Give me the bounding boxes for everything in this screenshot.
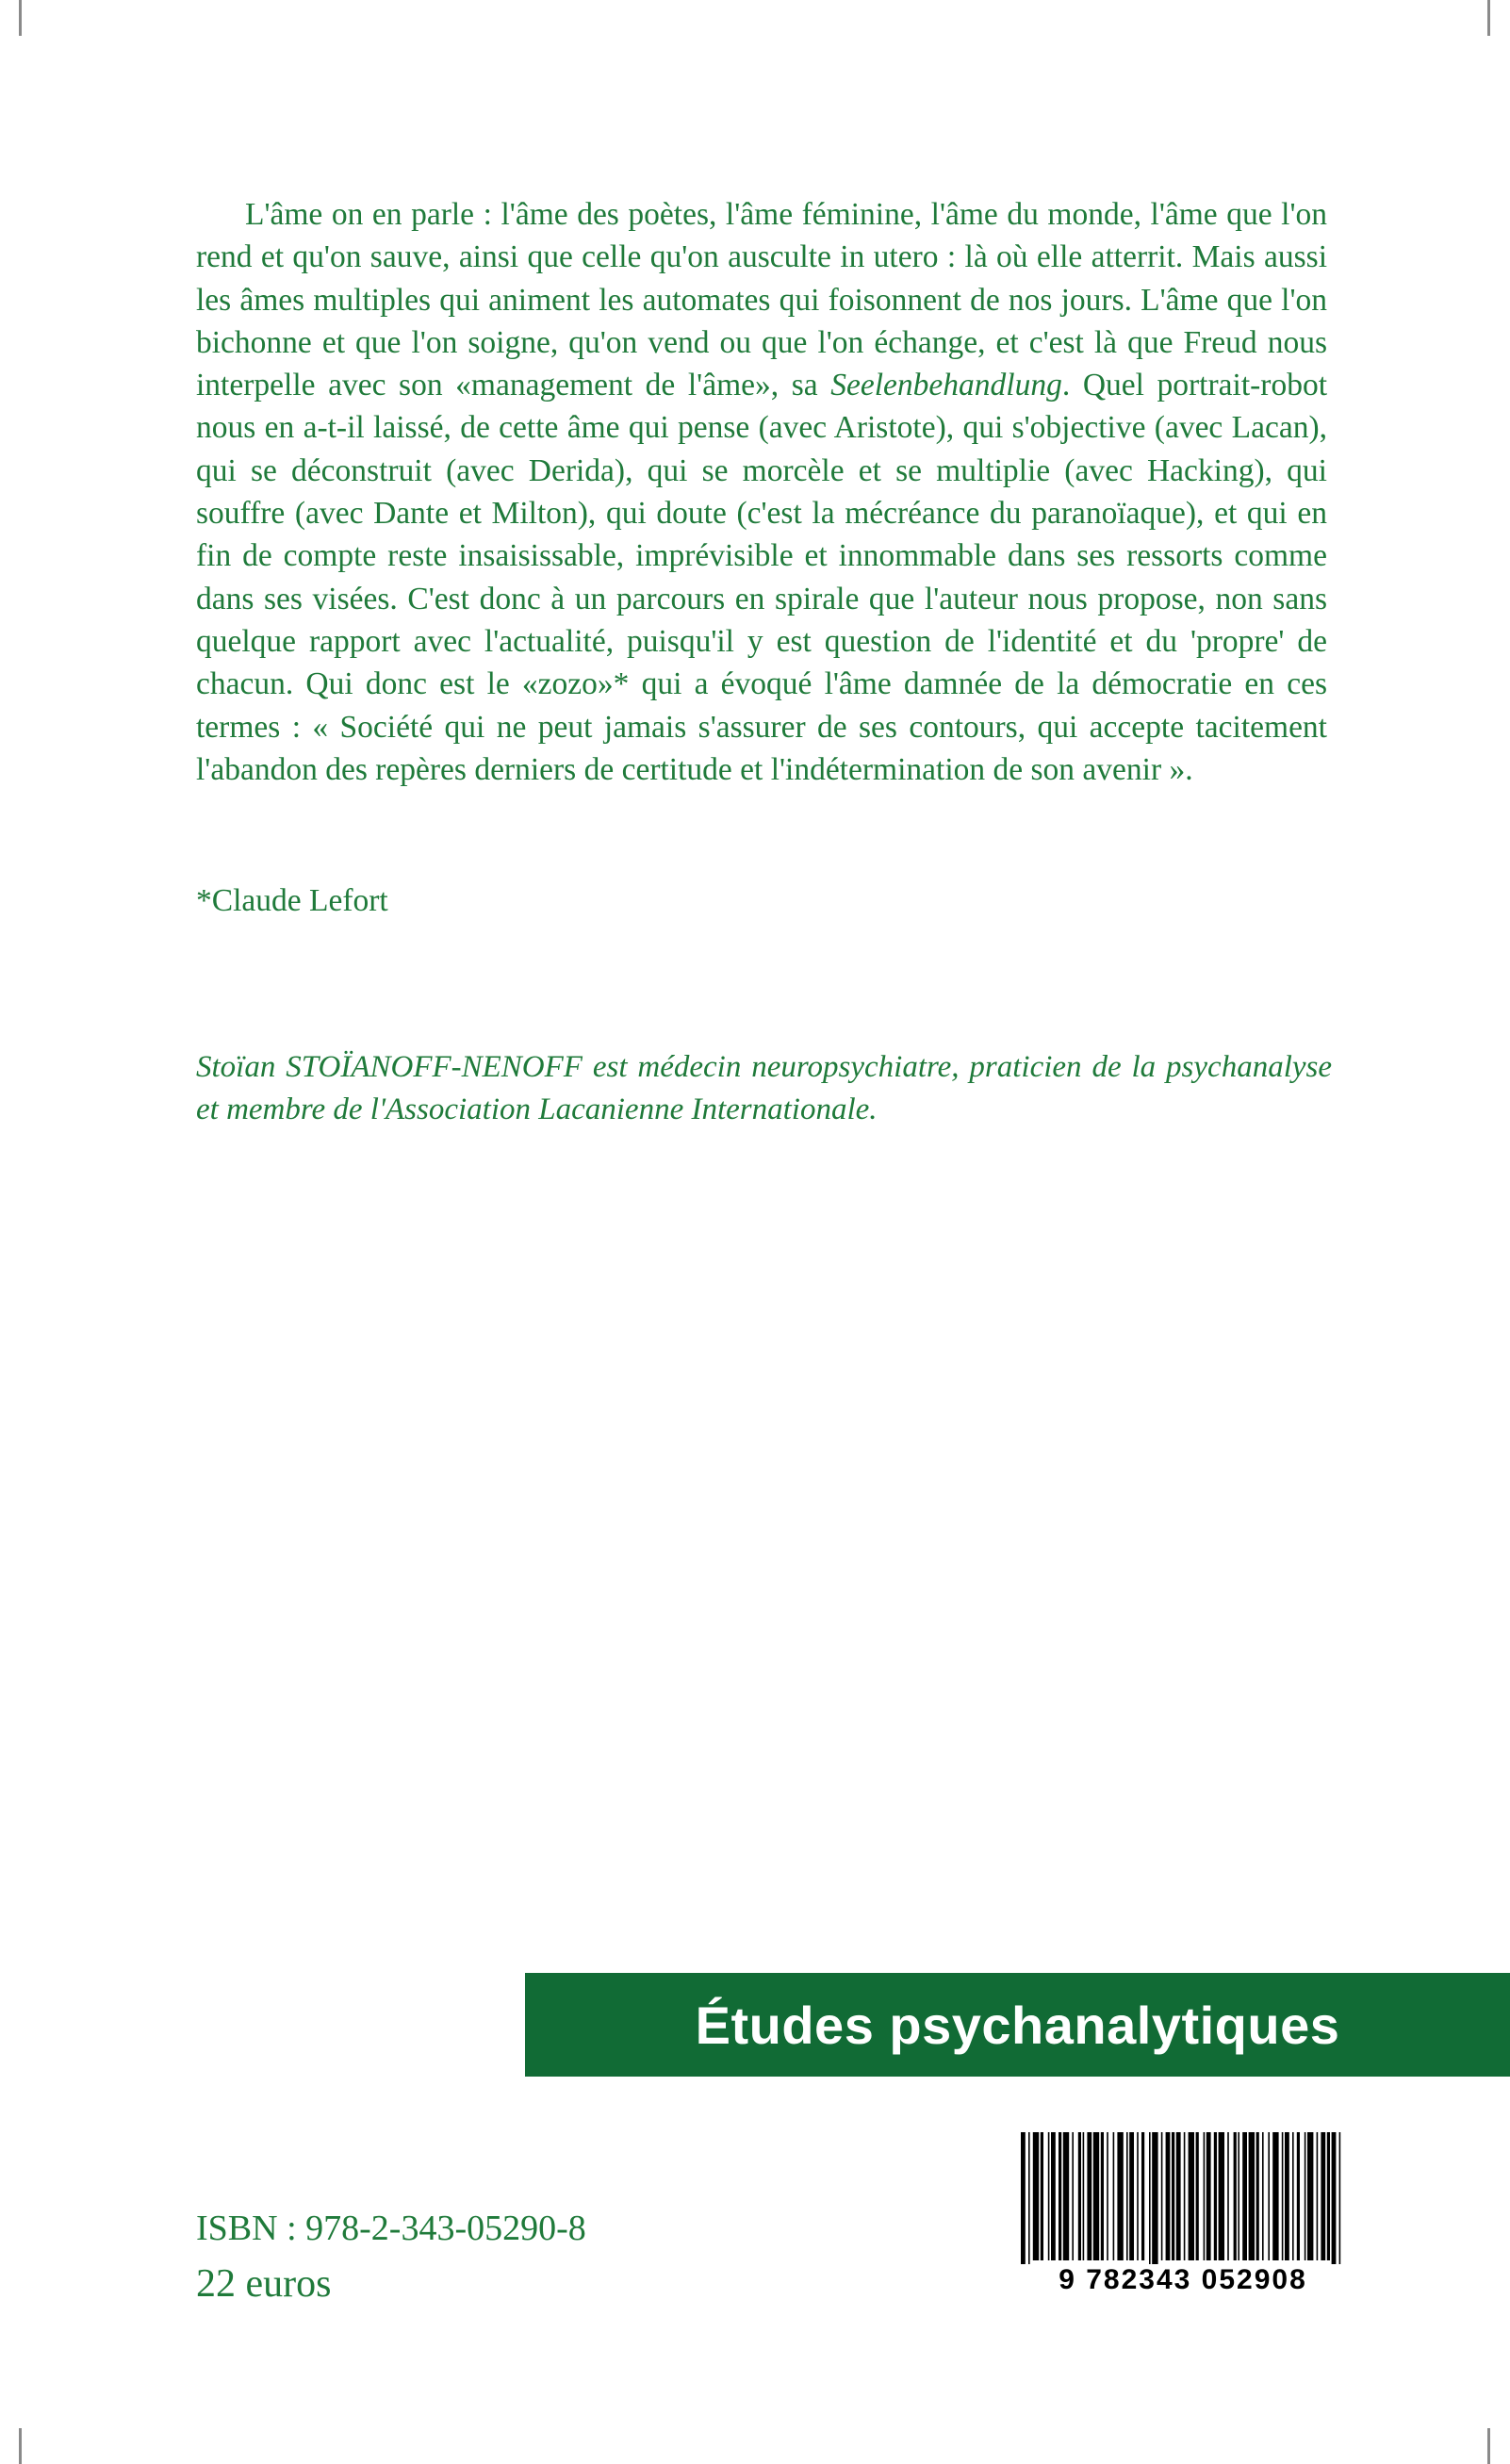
- barcode-digits: 9 782343 052908: [1013, 2264, 1353, 2296]
- crop-mark-bottom-right: [1487, 2428, 1490, 2464]
- barcode-bar: [1149, 2132, 1151, 2274]
- author-bio: Stoïan STOÏANOFF-NENOFF est médecin neuropsychiatre, praticien de la psychanalyse et membre de l'Association Lacanienne Internationale.: [196, 1050, 1332, 1126]
- barcode-bar: [1137, 2132, 1139, 2260]
- barcode-bar: [1072, 2132, 1074, 2260]
- barcode-bar: [1234, 2132, 1237, 2260]
- barcode: [1013, 2123, 1353, 2308]
- barcode-bar: [1282, 2132, 1284, 2260]
- blurb-text-part2: . Quel portrait-robot nous en a-t-il laissé, de cette âme qui pense (avec Aristote), qui s'objective (avec Lacan), qui se déconstruit (avec Derida), qui se morcèle et se multiplie (avec Hacking), qui souffre (avec Dante et Milton), qui doute (c'est la mécréance du paranoïaque), et qui en fin de compte reste insaisissable, imprévisible et innommable dans ses ressorts comme dans ses visées. C'est donc à un parcours en spirale que l'auteur nous propose, non sans quelque rapport avec l'actualité, puisqu'il y est question de l'identité et du 'propre' de chacun. Qui donc est le «zozo»* qui a évoqué l'âme damnée de la démocratie en ces termes : « Société qui ne peut jamais s'assurer de ses contours, qui accepte tacitement l'abandon des repères derniers de certitude et l'indétermination de son avenir ».: [196, 368, 1328, 787]
- barcode-bar: [1206, 2132, 1211, 2260]
- barcode-bar: [1184, 2132, 1186, 2260]
- barcode-bar: [1305, 2132, 1306, 2260]
- barcode-bar: [1161, 2132, 1163, 2260]
- barcode-bar: [1214, 2132, 1217, 2260]
- barcode-bar: [1041, 2132, 1043, 2260]
- barcode-bar: [1021, 2132, 1026, 2274]
- crop-mark-bottom-left: [19, 2428, 22, 2464]
- barcode-bar: [1129, 2132, 1134, 2260]
- isbn-label: ISBN : 978-2-343-05290-8: [196, 2209, 586, 2248]
- barcode-bar: [1107, 2132, 1108, 2260]
- barcode-bar: [1332, 2132, 1337, 2274]
- crop-mark-top-right: [1487, 0, 1490, 36]
- barcode-bar: [1189, 2132, 1194, 2260]
- barcode-bar: [1126, 2132, 1128, 2260]
- barcode-bar: [1078, 2132, 1081, 2260]
- barcode-bar: [1051, 2132, 1056, 2260]
- barcode-bar: [1268, 2132, 1270, 2260]
- barcode-bar: [1327, 2132, 1330, 2260]
- barcode-bar: [1093, 2132, 1099, 2260]
- barcode-bar: [1204, 2132, 1206, 2260]
- barcode-bar: [1028, 2132, 1030, 2274]
- barcode-bar: [1113, 2132, 1115, 2260]
- barcode-bar: [1166, 2132, 1171, 2260]
- price-label: 22 euros: [196, 2262, 332, 2306]
- barcode-bar: [1307, 2132, 1313, 2260]
- barcode-bar: [1141, 2132, 1144, 2260]
- barcode-bar: [1272, 2132, 1278, 2260]
- barcode-bar: [1083, 2132, 1085, 2260]
- barcode-bar: [1176, 2132, 1181, 2260]
- blurb-term: Seelenbehandlung: [830, 368, 1062, 403]
- barcode-bar: [1059, 2132, 1061, 2260]
- barcode-bar: [1219, 2132, 1224, 2260]
- barcode-bar: [1117, 2132, 1123, 2260]
- series-banner: [525, 1973, 1510, 2077]
- barcode-bar: [1249, 2132, 1255, 2260]
- barcode-bar: [1063, 2132, 1069, 2260]
- barcode-bar: [1033, 2132, 1039, 2260]
- barcode-bar: [1238, 2132, 1239, 2260]
- barcode-bar: [1317, 2132, 1319, 2260]
- back-cover-blurb: [196, 193, 1327, 791]
- blurb-paragraph: [196, 193, 1327, 791]
- barcode-bar: [1101, 2132, 1104, 2260]
- barcode-bar: [1087, 2132, 1091, 2260]
- barcode-bar: [1172, 2132, 1174, 2260]
- barcode-bar: [1242, 2132, 1247, 2260]
- blurb-text-part1: L'âme on en parle : l'âme des poètes, l'âme féminine, l'âme du monde, l'âme que l'on rend et qu'on sauve, ainsi que celle qu'on ausculte in utero : là où elle atterrit. Mais aussi les âmes multiples qui animent les automates qui foisonnent de nos jours. L'âme que l'on bichonne et que l'on soigne, qu'on vend ou que l'on échange, et c'est là que Freud nous interpelle avec son «management de l'âme», sa: [196, 197, 1327, 403]
- barcode-bar: [1152, 2132, 1157, 2274]
- crop-mark-top-left: [19, 0, 22, 36]
- barcode-bar: [1048, 2132, 1050, 2260]
- blurb-footnote: *Claude Lefort: [196, 883, 388, 918]
- barcode-bar: [1227, 2132, 1229, 2260]
- barcode-bar: [1262, 2132, 1264, 2260]
- barcode-bar: [1321, 2132, 1325, 2260]
- barcode-bar: [1292, 2132, 1294, 2260]
- barcode-bar: [1256, 2132, 1259, 2260]
- series-title: Études psychanalytiques: [695, 1995, 1340, 2055]
- barcode-bar: [1297, 2132, 1300, 2260]
- barcode-bar: [1196, 2132, 1199, 2260]
- barcode-bar: [1285, 2132, 1289, 2260]
- barcode-bar: [1339, 2132, 1341, 2274]
